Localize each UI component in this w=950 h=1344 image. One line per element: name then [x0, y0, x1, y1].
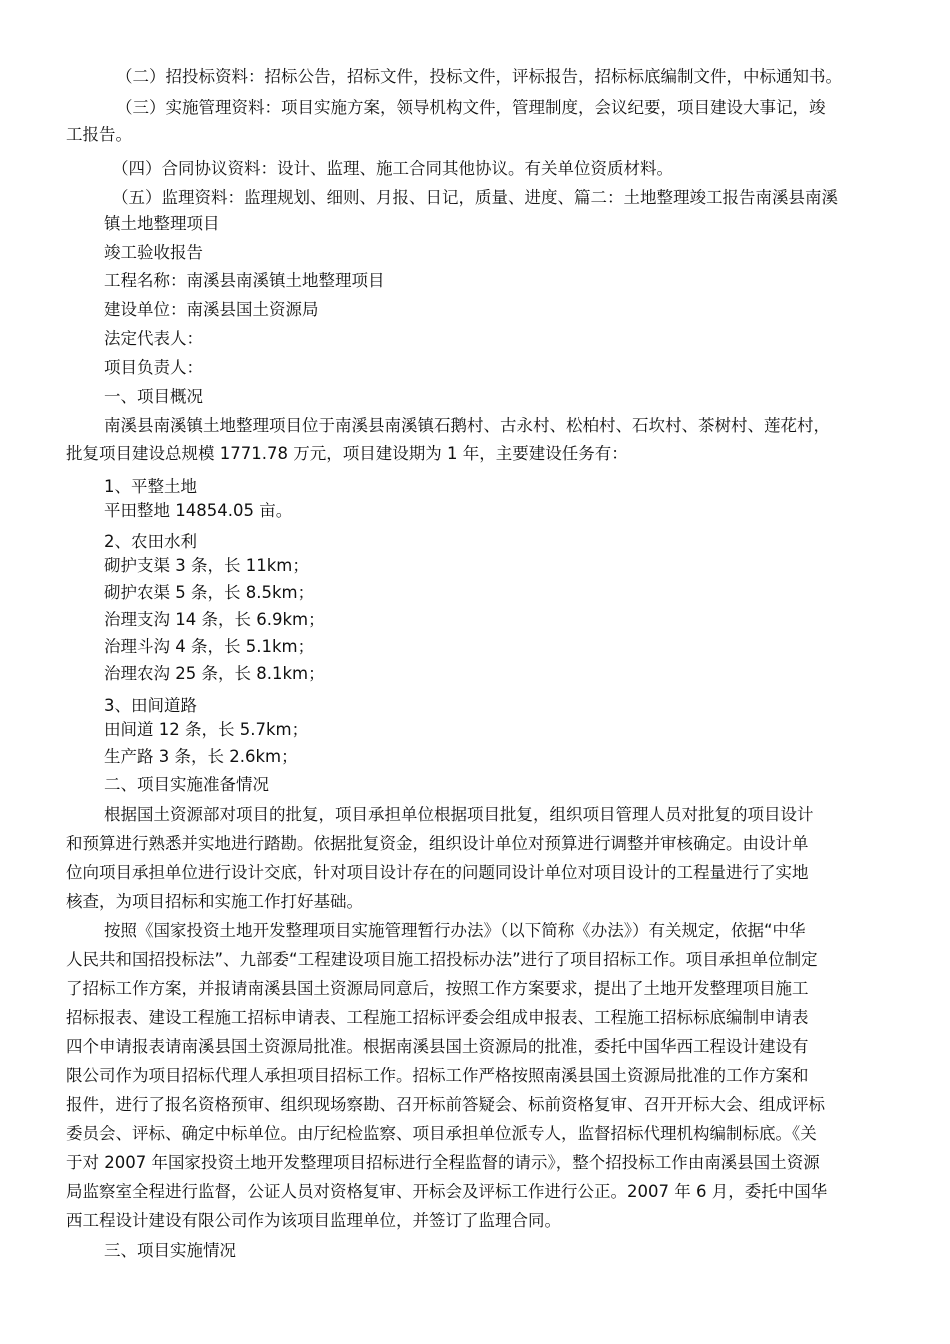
text-line: 局监察室全程进行监督，公证人员对资格复审、开标会及评标工作进行公正。2007 年 6 月，委托中国华 — [66, 1182, 828, 1201]
text-line: 镇土地整理项目 — [104, 214, 220, 233]
text-line: 于对 2007 年国家投资土地开发整理项目招标进行全程监督的请示》，整个招投标工作由南溪县国土资源 — [66, 1153, 820, 1172]
text-line: （三）实施管理资料：项目实施方案，领导机构文件，管理制度，会议纪要，项目建设大事记，竣 — [116, 98, 826, 117]
text-line: （四）合同协议资料：设计、监理、施工合同其他协议。有关单位资质材料。 — [112, 159, 673, 178]
text-line: 竣工验收报告 — [104, 243, 203, 262]
text-line: 田间道 12 条，长 5.7km； — [104, 720, 309, 739]
text-line: 治理支沟 14 条，长 6.9km； — [104, 610, 325, 629]
text-line: 西工程设计建设有限公司作为该项目监理单位，并签订了监理合同。 — [66, 1211, 561, 1230]
text-line: 南溪县南溪镇土地整理项目位于南溪县南溪镇石鹅村、古永村、松柏村、石坎村、茶树村、莲花村， — [104, 416, 830, 435]
text-line: （二）招投标资料：招标公告，招标文件，投标文件，评标报告，招标标底编制文件，中标通知书。 — [116, 67, 842, 86]
text-line: （五）监理资料：监理规划、细则、月报、日记，质量、进度、篇二：土地整理竣工报告南溪县南溪 — [112, 188, 838, 207]
section-heading: 三、项目实施情况 — [104, 1241, 236, 1260]
text-line: 和预算进行熟悉并实地进行踏勘。依据批复资金，组织设计单位对预算进行调整并审核确定。由设计单 — [66, 834, 809, 853]
text-line: 根据国土资源部对项目的批复，项目承担单位根据项目批复，组织项目管理人员对批复的项目设计 — [104, 805, 814, 824]
text-line: 报件，进行了报名资格预审、组织现场察勘、召开标前答疑会、标前资格复审、召开开标大会、组成评标 — [66, 1095, 825, 1114]
text-line: 限公司作为项目招标代理人承担项目招标工作。招标工作严格按照南溪县国土资源局批准的工作方案和 — [66, 1066, 809, 1085]
subsection-heading: 1、平整土地 — [104, 477, 197, 496]
text-line: 平田整地 14854.05 亩。 — [104, 501, 293, 520]
text-line: 建设单位：南溪县国土资源局 — [104, 300, 319, 319]
text-line: 生产路 3 条，长 2.6km； — [104, 747, 298, 766]
subsection-heading: 2、农田水利 — [104, 532, 197, 551]
text-line: 工程名称：南溪县南溪镇土地整理项目 — [104, 271, 385, 290]
text-line: 批复项目建设总规模 1771.78 万元，项目建设期为 1 年，主要建设任务有： — [66, 444, 628, 463]
text-line: 委员会、评标、确定中标单位。由厅纪检监察、项目承担单位派专人，监督招标代理机构编制标底。《关 — [66, 1124, 817, 1143]
text-line: 砌护农渠 5 条，长 8.5km； — [104, 583, 315, 602]
section-heading: 一、项目概况 — [104, 387, 203, 406]
text-line: 治理斗沟 4 条，长 5.1km； — [104, 637, 315, 656]
text-line: 位向项目承担单位进行设计交底，针对项目设计存在的问题同设计单位对项目设计的工程量进行了实地 — [66, 863, 809, 882]
text-line: 四个申请报表请南溪县国土资源局批准。根据南溪县国土资源局的批准，委托中国华西工程设计建设有 — [66, 1037, 809, 1056]
subsection-heading: 3、田间道路 — [104, 696, 197, 715]
text-line: 法定代表人： — [104, 329, 203, 348]
text-line: 项目负责人： — [104, 358, 203, 377]
section-heading: 二、项目实施准备情况 — [104, 775, 269, 794]
text-line: 工报告。 — [66, 125, 132, 144]
text-line: 治理农沟 25 条，长 8.1km； — [104, 664, 325, 683]
text-line: 按照《国家投资土地开发整理项目实施管理暂行办法》（以下简称《办法》）有关规定，依据“中华 — [104, 921, 806, 940]
text-line: 招标报表、建设工程施工招标申请表、工程施工招标评委会组成申报表、工程施工招标标底编制申请表 — [66, 1008, 809, 1027]
text-line: 砌护支渠 3 条，长 11km； — [104, 556, 309, 575]
text-line: 人民共和国招投标法”、九部委“工程建设项目施工招投标办法”进行了项目招标工作。项目承担单位制定 — [66, 950, 818, 969]
text-line: 核查，为项目招标和实施工作打好基础。 — [66, 892, 363, 911]
text-line: 了招标工作方案，并报请南溪县国土资源局同意后，按照工作方案要求，提出了土地开发整理项目施工 — [66, 979, 809, 998]
